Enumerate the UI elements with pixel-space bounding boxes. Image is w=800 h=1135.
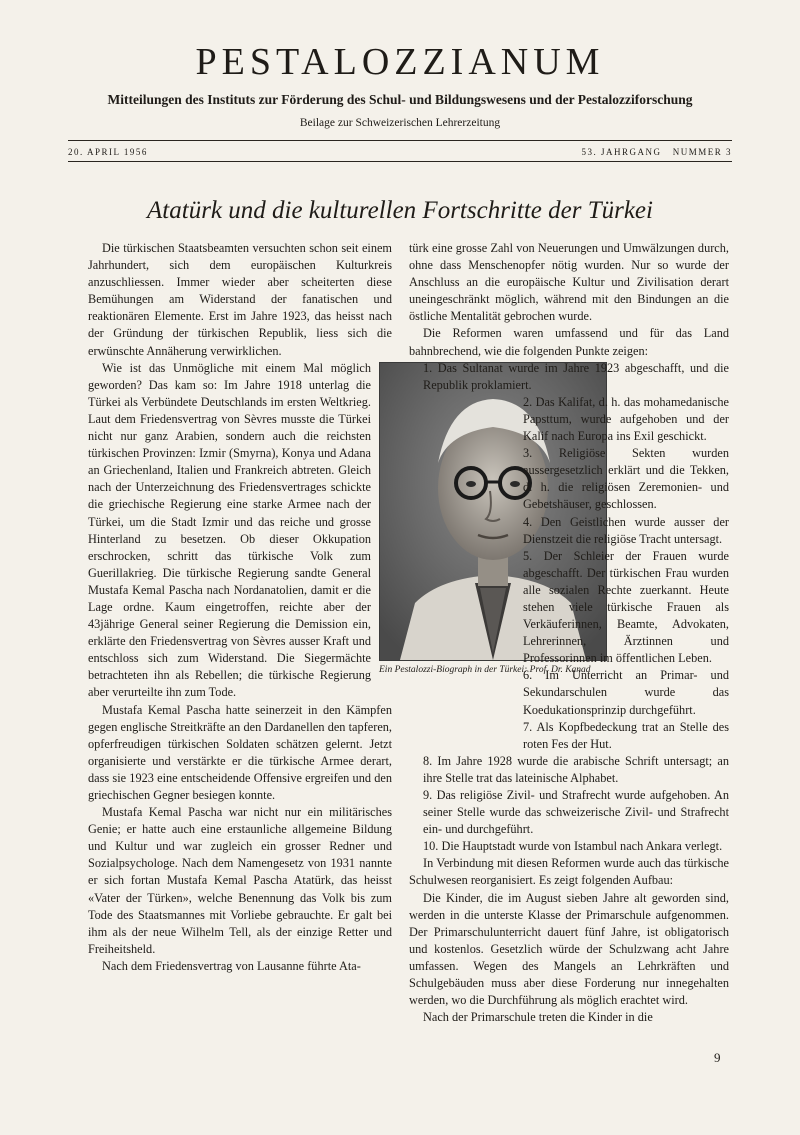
reform-item: 10. Die Hauptstadt wurde von Istambul nach Ankara verlegt.	[423, 839, 723, 854]
reform-item: 9. Das religiöse Zivil- und Strafrecht wurde aufgehoben. An seiner Stelle wurde das schweizerische Zivil- und Strafrecht ein- und durchgeführt.	[423, 788, 729, 837]
masthead-subtitle: Mitteilungen des Instituts zur Förderung des Schul- und Bildungswesens und der Pestalozziforschung	[107, 92, 693, 107]
top-rule	[68, 140, 732, 141]
masthead-title: PESTALOZZIANUM	[195, 41, 605, 83]
issue-date: 20. APRIL 1956	[68, 147, 148, 157]
paragraph: Nach der Primarschule treten die Kinder in die	[423, 1010, 653, 1025]
reform-item: 5. Der Schleier der Frauen wurde abgeschafft. Der türkischen Frau wurden alle sozialen Rechte zuerkannt. Heute stehen viele türkische Frauen als Verkäuferinnen, Beamte, Advokaten, Lehrerinnen, Ärztinnen und Professorinnen im öffentlichen Leben.	[523, 548, 729, 666]
reform-item: 6. Im Unterricht an Primar- und Sekundarschulen wurde das Koedukationsprinzip durchgeführt.	[523, 668, 729, 717]
reform-item: 8. Im Jahre 1928 wurde die arabische Schrift untersagt; an ihre Stelle trat das lateinische Alphabet.	[423, 753, 729, 785]
paragraph: Die Reformen waren umfassend und für das Land bahnbrechend, wie die folgenden Punkte zeigen:	[409, 326, 729, 358]
masthead-supplement: Beilage zur Schweizerischen Lehrerzeitung	[299, 117, 501, 129]
reform-item: 7. Als Kopfbedeckung trat an Stelle des roten Fes der Hut.	[523, 719, 729, 751]
paragraph: türk eine grosse Zahl von Neuerungen und Umwälzungen durch, ohne dass Menschenopfer nötig wurden. Nur so wurde der Anschluss an die europäische Kultur und Zivilisation derart uneingeschränkt möglich, während mit den Bindungen an die östliche Mentalität gebrochen wurde.	[409, 241, 729, 324]
masthead	[0, 40, 800, 130]
reform-item: 4. Den Geistlichen wurde ausser der Dienstzeit die religiöse Tracht untersagt.	[523, 514, 729, 546]
article-title: Atatürk und die kulturellen Fortschritte der Türkei	[147, 197, 653, 224]
photo-caption: Ein Pestalozzi-Biograph in der Türkei: Prof. Dr. Kanad	[379, 664, 591, 675]
reform-list	[409, 360, 729, 856]
reform-item: 2. Das Kalifat, d. h. das mohamedanische Papsttum, wurde aufgehoben und der Kalif nach Europa ins Exil geschickt.	[523, 394, 729, 444]
dateline	[68, 147, 732, 159]
paragraph: Wie ist das Unmögliche mit einem Mal möglich geworden? Das kam so: Im Jahre 1918 unterlag die Türkei als Verbündete Deutschlands im ersten Weltkrieg. Laut dem Friedensvertrag von Sèvres musste die Türkei nicht nur ganz Arabien, sondern auch die reichsten türkischen Provinzen: Izmir (Smyrna), Konya und Adana an Griechenland, Italien und Frankreich abtreten. Gleich nach der Unterzeichnung des Friedensvertrages schickte die griechische Regierung eine starke Armee nach der Türkei, um die Stadt Izmir und das reiche und grosse Hinterland zu besetzen. Ob dieser Okkupation erschrocken, schritt das türkische Volk zum Guerillakrieg. Die türkische Regierung sandte General Mustafa Kemal Pascha nach Nordanatolien, damit er die Lage ordne. Kaum eingetroffen, reichte aber der 43jährige General seiner Regierung die Demission ein, erklärte den Friedensvertrag von Sèvres ausser Kraft und entschloss sich zum Widerstand. Die Siegermächte betrachteten ihn als Rebellen; die türkische Regierung aber verurteilte ihn zum Tode.	[88, 360, 371, 700]
issue-number: 53. JAHRGANG NUMMER 3	[581, 147, 732, 157]
reform-item: 3. Religiöse Sekten wurden aussergesetzlich erklärt und die Tekken, d. h. die religiösen Zeremonien- und Gebetshäuser, geschlossen.	[523, 446, 729, 512]
paragraph: Die türkischen Staatsbeamten versuchten schon seit einem Jahrhundert, sich dem europäischen Kulturkreis anzuschliessen. Immer wieder aber scheiterten diese Bemühungen am Widerstand der fanatischen und reaktionären Elemente. Erst im Jahre 1923, das heisst nach der Gründung der türkischen Republik, liess sich die erwünschte Annäherung verwirklichen.	[88, 241, 392, 358]
page-number: 9	[714, 1050, 721, 1065]
paragraph: Mustafa Kemal Pascha hatte seinerzeit in den Kämpfen gegen englische Streitkräfte an den Dardanellen den tapferen, opferfreudigen türkischen Soldaten schätzen gelernt. Jetzt organisierte und verstärkte er die türkische Armee derart, dass sie 1923 eine entscheidende Offensive ergreifen und den griechischen Gegner besiegen konnte.	[88, 702, 392, 802]
article-column-right	[409, 240, 729, 1026]
reform-item: 1. Das Sultanat wurde im Jahre 1923 abgeschafft, und die Republik proklamiert.	[423, 360, 729, 392]
paragraph: In Verbindung mit diesen Reformen wurde auch das türkische Schulwesen reorganisiert. Es zeigt folgenden Aufbau:	[409, 856, 729, 888]
bottom-rule	[68, 161, 732, 162]
paragraph: Nach dem Friedensvertrag von Lausanne führte Ata-	[102, 958, 361, 973]
paragraph: Mustafa Kemal Pascha war nicht nur ein militärisches Genie; er hatte auch eine erstaunliche allgemeine Bildung und Kultur und war zugleich ein grosser Redner und Sozialpsychologe. Nach dem Namengesetz von 1931 nannte er sich fortan Mustafa Kemal Pascha Atatürk, das heisst «Vater der Türken», welche Benennung das Volk bis zum Tode des Staatsmannes mit Vorliebe gebrauchte. Er galt bei ihm als der neue Wilhelm Tell, als der einzige Retter und Freiheitsheld.	[88, 805, 392, 956]
paragraph: Die Kinder, die im August sieben Jahre alt geworden sind, werden in die unterste Klasse der Primarschule aufgenommen. Der Primarschulunterricht dauert fünf Jahre, ist obligatorisch und kostenlos. Gesetzlich würde der Schulzwang acht Jahre umfassen. Wegen des Mangels an Lehrkräften und Schulgebäuden muss aber diese Forderung nur innegehalten werden, wo die Durchführung als möglich erachtet wird.	[409, 890, 729, 1008]
